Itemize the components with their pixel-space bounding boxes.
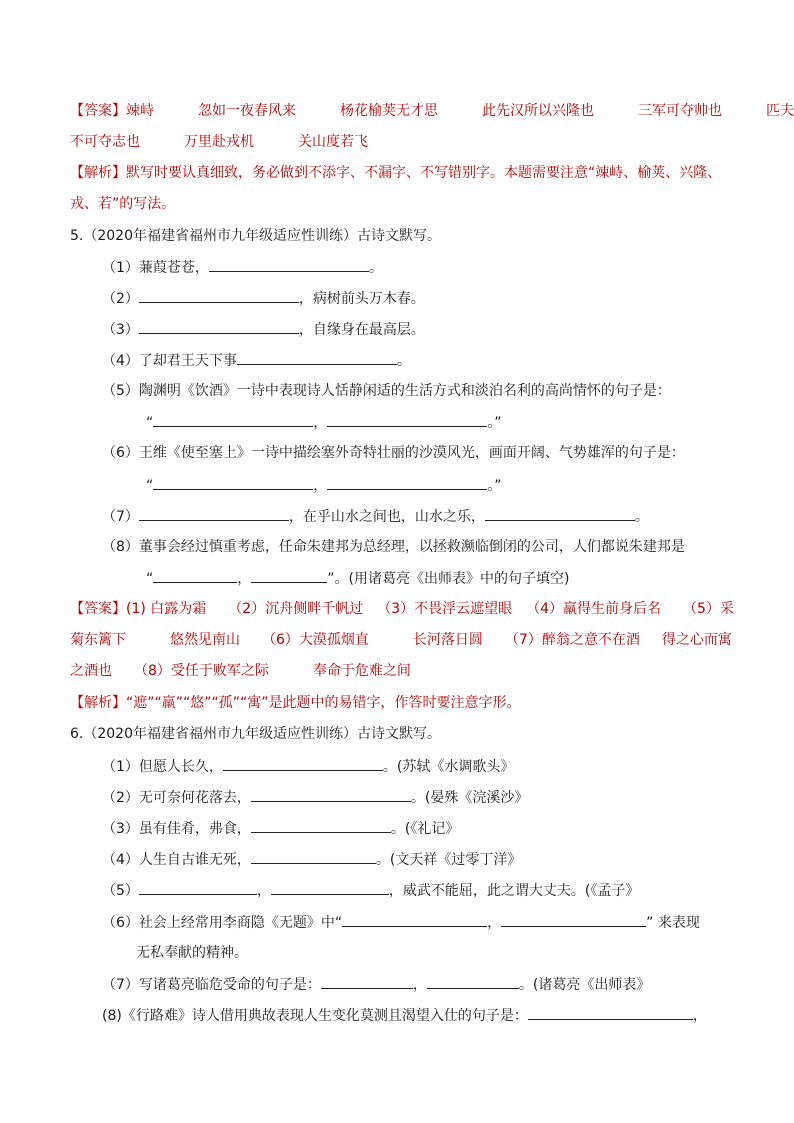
answer-blank[interactable] (485, 507, 635, 521)
q5-item-6-blanks: “ ， 。” (146, 478, 502, 494)
answer-line-1 (70, 102, 794, 120)
answer-blank[interactable] (209, 258, 369, 272)
q6-item-2: （2）无可奈何花落去， 。(晏殊《浣溪沙》 (102, 790, 529, 806)
q5-answer-line-2: 菊东篱下 悠然见南山 （6）大漠孤烟直 长河落日圆 （7）醉翁之意不在酒 得之心而寓 (70, 632, 732, 648)
answer-blank[interactable] (251, 819, 391, 833)
answer-blank[interactable] (153, 476, 313, 490)
answer-blank[interactable] (501, 913, 646, 927)
q5-item-8-blanks: “ ， ”。(用诸葛亮《出师表》中的句子填空) (146, 571, 570, 587)
answer-blank[interactable] (321, 975, 413, 989)
answer-item: 三军可夺帅也 (638, 103, 722, 119)
answer-blank[interactable] (427, 975, 519, 989)
answer-item: 忽如一夜春风来 (198, 103, 296, 119)
answer-blank[interactable] (139, 881, 257, 895)
answer-blank[interactable] (153, 413, 313, 427)
answer-blank[interactable] (139, 289, 299, 303)
q6-item-3: （3）虽有佳肴，弗食， 。(《礼记》 (102, 821, 460, 837)
q5-item-7: （7） ，在乎山水之间也，山水之乐， 。 (102, 509, 649, 525)
answer-label: 【答案】 (70, 103, 126, 119)
answer-line-2 (70, 133, 794, 151)
q5-item-2: （2） ，病树前头万木春。 (102, 291, 425, 307)
answer-item: 杨花榆荚无才思 (340, 103, 438, 119)
q6-item-8: (8)《行路难》诗人借用典故表现人生变化莫测且渴望入仕的句子是： ， (102, 1008, 707, 1024)
answer-blank[interactable] (271, 881, 389, 895)
answer-item: 万里赴戎机 (184, 134, 254, 150)
answer-blank[interactable] (327, 413, 487, 427)
q5-item-4: （4）了却君王天下事 。 (102, 353, 411, 369)
q5-answer-line-1: 【答案】(1) 白露为霜 （2）沉舟侧畔千帆过 （3）不畏浮云遮望眼 （4）羸得生前身后名 （5）采 (70, 601, 734, 617)
answer-item: 竦峙 (126, 103, 154, 119)
answer-blank[interactable] (237, 351, 397, 365)
q5-item-5: （5）陶渊明《饮酒》一诗中表现诗人恬静闲适的生活方式和淡泊名利的高尚情怀的句子是： (102, 383, 671, 399)
answer-blank[interactable] (528, 1006, 693, 1020)
analysis-line-2 (70, 195, 794, 213)
q5-item-1: （1）蒹葭苍苍， 。 (102, 260, 383, 276)
answer-blank[interactable] (251, 569, 327, 583)
q5-item-5-blanks: “ ， 。” (146, 415, 502, 431)
answer-blank[interactable] (153, 569, 237, 583)
answer-item: 不可夺志也 (70, 134, 140, 150)
q5-item-6: （6）王维《使至塞上》一诗中描绘塞外奇特壮丽的沙漠风光，画面开阔、气势雄浑的句子是： (102, 445, 685, 461)
q6-item-5: （5） ， ，威武不能屈，此之谓大丈夫。(《孟子》 (102, 883, 640, 899)
question-5-title: 5.（2020年福建省福州市九年级适应性训练）古诗文默写。 (70, 228, 441, 244)
answer-label: 【答案】 (70, 601, 126, 617)
q6-item-6-cont: 无私奉献的精神。 (136, 945, 248, 961)
analysis-label: 【解析】 (70, 165, 126, 181)
answer-item: 此先汉所以兴隆也 (482, 103, 594, 119)
q6-item-7: （7）写诸葛亮临危受命的句子是： ， 。(诸葛亮《出师表》 (102, 977, 651, 993)
answer-item: 匹夫 (766, 103, 794, 119)
answer-item: 关山度若飞 (298, 134, 368, 150)
analysis-label: 【解析】 (70, 695, 126, 711)
answer-blank[interactable] (251, 850, 376, 864)
q5-item-8: （8）董事会经过慎重考虑，任命朱建邦为总经理，以拯救濒临倒闭的公司，人们都说朱建邦是 (102, 539, 685, 555)
answer-blank[interactable] (342, 913, 487, 927)
analysis-line-1 (70, 164, 794, 182)
q5-item-3: （3） ，自缘身在最高层。 (102, 322, 425, 338)
q6-item-1: （1）但愿人长久， 。(苏轼《水调歌头》 (102, 759, 515, 775)
q6-item-4: （4）人生自古谁无死， 。(文天祥《过零丁洋》 (102, 852, 522, 868)
answer-blank[interactable] (139, 320, 299, 334)
answer-blank[interactable] (139, 507, 289, 521)
answer-blank[interactable] (223, 757, 383, 771)
q5-answer-line-3: 之酒也 （8）受任于败军之际 奉命于危难之间 (70, 663, 411, 679)
analysis-text: 戎、若”的写法。 (70, 196, 176, 212)
q5-analysis: 【解析】“遮”“羸”“悠”“孤”“寓”是此题中的易错字，作答时要注意字形。 (70, 695, 521, 711)
question-6-title: 6.（2020年福建省福州市九年级适应性训练）古诗文默写。 (70, 726, 441, 742)
analysis-text: 默写时要认真细致，务必做到不添字、不漏字、不写错别字。本题需要注意“竦峙、榆荚、兴隆、 (126, 165, 722, 181)
answer-blank[interactable] (327, 476, 487, 490)
answer-blank[interactable] (251, 788, 411, 802)
q6-item-6: （6）社会上经常用李商隐《无题》中“ ， ” 来表现 (102, 915, 700, 931)
